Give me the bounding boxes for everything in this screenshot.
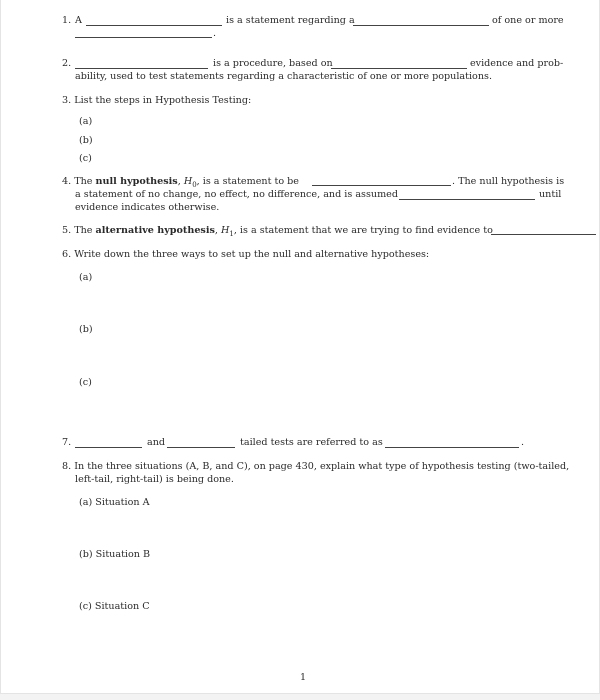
page-number: 1 [300,672,307,683]
q1-end-text: of one or more [492,15,564,26]
q5-rest: , is a statement that we are trying to find evidence to [233,225,493,236]
q1-period: . [213,28,217,39]
q3-item-a: (a) [79,116,93,127]
q1-blank-2[interactable] [353,25,489,26]
null-hypothesis-term: null hypothesis [95,176,178,187]
q6-item-c: (c) [79,377,92,388]
q4-line-3: evidence indicates otherwise. [75,202,220,213]
q4-line-1: 4. The null hypothesis, $H_0$, is a statement to be [62,176,299,189]
q5-blank[interactable] [491,234,596,235]
q8-situation-c: (c) Situation C [79,601,150,612]
q4-line-2: a statement of no change, no effect, no difference, and is assumed [75,189,399,200]
q8-situation-b: (b) Situation B [79,549,151,560]
q2-end-text: evidence and prob- [470,58,564,69]
q7-middle-text: tailed tests are referred to as [240,437,383,448]
q5-lead: 5. The [62,225,96,236]
q7-period: . [521,437,525,448]
h0-symbol: H [183,176,193,187]
q7-and: and [147,437,166,448]
q6-prompt: 6. Write down the three ways to set up the null and alternative hypotheses: [62,249,430,260]
q7-blank-1[interactable] [75,447,142,448]
q4-middle-text: , is a statement to be [196,176,299,187]
q8-line-1: 8. In the three situations (A, B, and C), on page 430, explain what type of hypothesis testing (two-tailed, [62,461,570,472]
q7-blank-3[interactable] [385,447,519,448]
h1-symbol: H [220,225,230,236]
h0-subscript: 0 [192,180,197,189]
q4-end-text: . The null hypothesis is [452,176,565,187]
alternative-hypothesis-term: alternative hypothesis [95,225,215,236]
h1-subscript: 1 [229,229,234,238]
q6-item-b: (b) [79,324,93,335]
q2-line-2: ability, used to test statements regarding a characteristic of one or more populations. [75,71,492,82]
q4-blank-2[interactable] [399,199,535,200]
q3-prompt: 3. List the steps in Hypothesis Testing: [62,95,252,106]
q1-lead: A [75,15,82,26]
q7-number: 7. [62,437,72,448]
q2-blank-1[interactable] [75,68,208,69]
q1-number: 1. [62,15,72,26]
q1-blank-1[interactable] [86,25,222,26]
q5-text: 5. The alternative hypothesis, $H_1$, is a statement that we are trying to find evidence to [62,225,493,238]
page-bottom-edge [0,694,600,700]
q3-item-b: (b) [79,135,93,146]
q2-blank-2[interactable] [331,68,467,69]
q1-blank-3[interactable] [75,37,212,38]
q4-lead: 4. The [62,176,96,187]
q1-middle-text: is a statement regarding a [226,15,355,26]
q7-blank-2[interactable] [167,447,235,448]
q6-item-a: (a) [79,272,93,283]
q8-situation-a: (a) Situation A [79,497,150,508]
q8-line-2: left-tail, right-tail) is being done. [75,474,234,485]
q4-line-2-end: until [539,189,562,200]
q2-number: 2. [62,58,72,69]
q2-middle-text: is a procedure, based on [213,58,333,69]
q3-item-c: (c) [79,153,92,164]
q4-blank-1[interactable] [312,185,451,186]
